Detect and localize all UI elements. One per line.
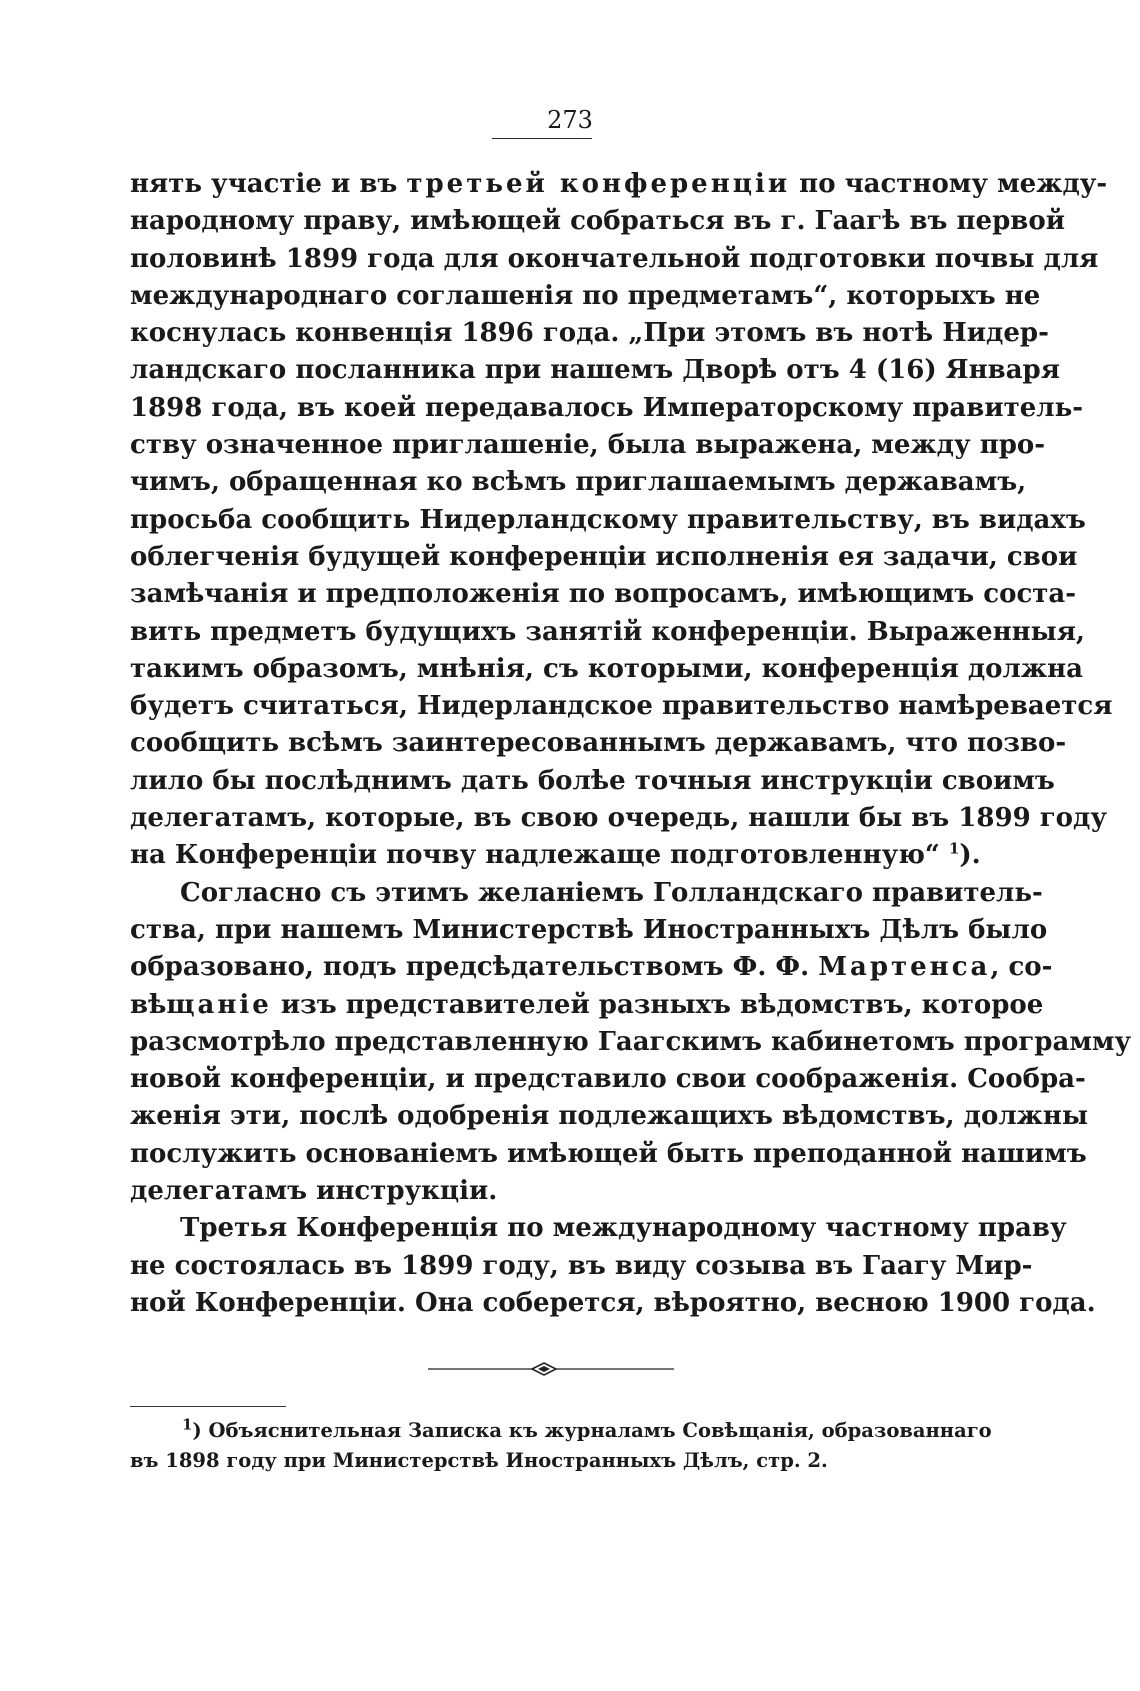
footnote-line: въ 1898 году при Министерствѣ Иностранныхъ Дѣлъ, стр. 2. [130,1449,828,1472]
body-line: вить предметъ будущихъ занятій конференціи. Выраженныя, [130,616,1085,647]
body-line: ной Конференціи. Она соберется, вѣроятно, весною 1900 года. [130,1287,1096,1318]
body-line: разсмотрѣло представленную Гаагскимъ кабинетомъ программу [130,1026,1132,1057]
body-line: Согласно съ этимъ желаніемъ Голландскаго правитель- [180,877,1043,908]
body-line: ства, при нашемъ Министерствѣ Иностранныхъ Дѣлъ было [130,914,1048,945]
body-line: женія эти, послѣ одобренія подлежащихъ вѣдомствъ, должны [130,1101,1089,1132]
body-line: ству означенное приглашеніе, была выражена, между про- [130,430,1046,461]
footnote-marker: 1 [182,1415,193,1434]
body-line: сообщить всѣмъ заинтересованнымъ державамъ, что позво- [130,728,1067,759]
page-number: 273 [547,106,593,134]
body-line: делегатамъ, которые, въ свою очередь, нашли бы въ 1899 году [130,803,1107,834]
body-line: Третья Конференція по международному частному праву [180,1213,1067,1244]
body-line: облегченія будущей конференціи исполненія ея задачи, свои [130,541,1078,572]
body-line: нять участіе и въ третьей конференціи по частному между- [130,169,1108,199]
body-line: лило бы послѣднимъ дать болѣе точныя инструкціи своимъ [130,765,1055,796]
body-line: послужить основаніемъ имѣющей быть преподанной нашимъ [130,1138,1087,1169]
body-line: 1898 года, въ коей передавалось Императорскому правитель- [130,392,1084,423]
footnotes [130,1415,992,1476]
body-line: ландскаго посланника при нашемъ Дворѣ отъ 4 (16) Января [130,355,1060,386]
body-line: международнаго соглашенія по предметамъ“, которыхъ не [130,280,1041,311]
body-line: вѣщаніе изъ представителей разныхъ вѣдомствъ, которое [130,989,1044,1020]
body-line: образовано, подъ предсѣдательствомъ Ф. Ф. Мартенса, со- [130,952,1053,983]
body-text [130,166,1132,1322]
body-line: будетъ считаться, Нидерландское правительство намѣревается [130,691,1113,722]
body-line: просьба сообщить Нидерландскому правительству, въ видахъ [130,504,1086,535]
page-number-rule [492,138,592,139]
body-line: коснулась конвенція 1896 года. „При этомъ въ нотѣ Нидер- [130,318,1049,349]
body-line: замѣчанія и предположенія по вопросамъ, имѣющимъ соста- [130,579,1077,610]
body-line: народному праву, имѣющей собраться въ г. Гаагѣ въ первой [130,206,1065,237]
footnote-line: $^1$) Объяснительная Записка къ журналамъ Совѣщанія, образованнаго [182,1415,992,1442]
body-line: не состоялась въ 1899 году, въ виду созыва въ Гаагу Мир- [130,1250,1033,1281]
body-line: делегатамъ инструкціи. [130,1176,498,1207]
body-line: чимъ, обращенная ко всѣмъ приглашаемымъ державамъ, [130,467,1027,498]
section-divider-ornament [428,1360,674,1378]
body-line: половинѣ 1899 года для окончательной подготовки почвы для [130,243,1099,274]
body-line: на Конференціи почву надлежаще подготовленную“ $^1$). [130,839,981,871]
body-line: такимъ образомъ, мнѣнія, съ которыми, конференція должна [130,653,1083,684]
footnote-reference: 1 [948,839,960,858]
body-line: новой конференціи, и представило свои соображенія. Сообра- [130,1064,1086,1095]
footnote-separator [130,1406,286,1407]
